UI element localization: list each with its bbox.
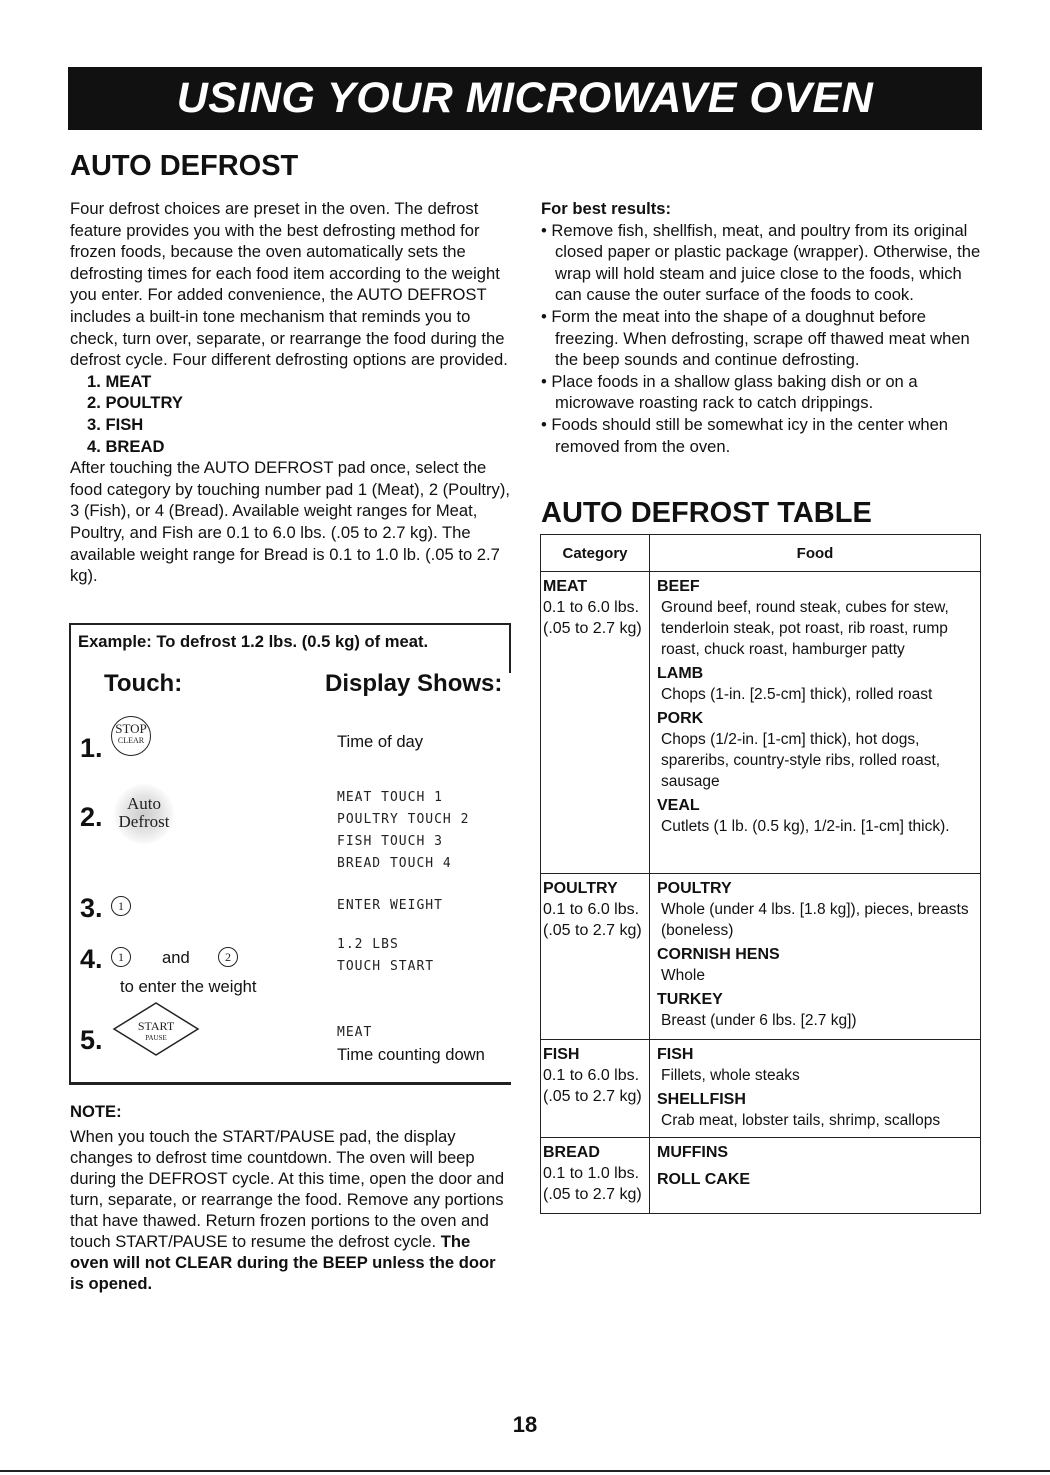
- auto-defrost-table: [540, 534, 981, 1214]
- food-type: FISH: [657, 1046, 694, 1063]
- note-heading: NOTE:: [70, 1102, 122, 1121]
- weight-range: 0.1 to 6.0 lbs.: [543, 901, 640, 918]
- touch-header: Touch:: [104, 670, 183, 697]
- step-number: 5.: [80, 1025, 103, 1055]
- food-type: PORK: [657, 710, 704, 727]
- food-type: VEAL: [657, 797, 700, 814]
- category-cell: [541, 572, 650, 874]
- food-cell: [650, 1040, 981, 1138]
- lcd-display: [337, 934, 434, 978]
- food-desc: Ground beef, round steak, cubes for stew, tenderloin steak, pot roast, rib roast, rump roast, chuck roast, hamburger patty: [661, 599, 949, 658]
- display-time-of-day: Time of day: [337, 732, 424, 751]
- weight-range-kg: (.05 to 2.7 kg): [543, 1088, 642, 1105]
- table-row: [541, 572, 981, 874]
- clear-label: CLEAR: [117, 736, 145, 745]
- note-body: When you touch the START/PAUSE pad, the display changes to defrost time countdown. The oven will beep during the DEFROST cycle. At this time, open the door and turn, separate, or rearrange the food. Remove any portions that have thawed. Return frozen portions to the oven and touch START/PAUSE to resume the defrost cycle.: [70, 1127, 505, 1251]
- step-number: 3.: [80, 893, 103, 923]
- category-cell: [541, 1040, 650, 1138]
- example-box-top: [69, 623, 511, 625]
- category-name: FISH: [543, 1046, 580, 1063]
- category-name: MEAT: [543, 578, 588, 595]
- after-paragraph: After touching the AUTO DEFROST pad once, select the food category by touching number pad 1 (Meat), 2 (Poultry), 3 (Fish), or 4 (Bread). Available weight ranges for Meat, Poultry, and Fish are 0.1 to 6.0 lbs. (.05 to 2.7 kg). The available weight range for Bread is 0.1 to 1.0 lb. (.05 to 2.7 kg).: [70, 458, 510, 586]
- food-type: CORNISH HENS: [657, 946, 780, 963]
- table-row: [541, 1040, 981, 1138]
- food-desc: Fillets, whole steaks: [661, 1067, 800, 1084]
- note-bold: The oven will not CLEAR during the BEEP unless the door is opened.: [70, 1232, 496, 1293]
- number-1-button: 1: [111, 896, 131, 916]
- food-cell: [650, 874, 981, 1040]
- weight-range: 0.1 to 6.0 lbs.: [543, 599, 640, 616]
- lcd-display: [337, 1022, 372, 1044]
- note-text: [70, 1126, 510, 1294]
- and-text: and: [162, 948, 190, 967]
- bullet-item: • Form the meat into the shape of a doughnut before freezing. When defrosting, scrape off thawed meat when the beep sounds and continue defrosting.: [541, 306, 970, 370]
- step-number: 4.: [80, 944, 103, 974]
- option-item: 4. BREAD: [87, 436, 165, 456]
- header-food: Food: [650, 535, 981, 572]
- auto-defrost-button: [114, 784, 174, 844]
- category-name: POULTRY: [543, 880, 618, 897]
- food-type: SHELLFISH: [657, 1091, 746, 1108]
- category-name: BREAD: [543, 1144, 600, 1161]
- page-banner: USING YOUR MICROWAVE OVEN: [68, 67, 982, 130]
- food-cell: [650, 572, 981, 874]
- defrost-label: Defrost: [118, 812, 170, 831]
- option-item: 3. FISH: [87, 414, 144, 434]
- lcd-display: [337, 895, 443, 917]
- step-number: 2.: [80, 802, 103, 832]
- weight-range: 0.1 to 1.0 lbs.: [543, 1165, 640, 1182]
- food-type: MUFFINS: [657, 1144, 729, 1161]
- intro-section: [70, 198, 520, 587]
- food-desc: Chops (1-in. [2.5-cm] thick), rolled roast: [661, 686, 933, 703]
- lcd-line: MEAT: [337, 1025, 373, 1040]
- enter-weight-caption: to enter the weight: [120, 977, 257, 996]
- lcd-line: POULTRY TOUCH 2: [337, 812, 470, 827]
- auto-label: Auto: [127, 794, 161, 813]
- lcd-display: [337, 787, 469, 875]
- food-desc: Chops (1/2-in. [1-cm] thick), hot dogs, spareribs, country-style ribs, rolled roast, sausage: [661, 731, 941, 790]
- start-label: START: [137, 1019, 175, 1033]
- table-row: [541, 874, 981, 1040]
- auto-defrost-heading: AUTO DEFROST: [70, 150, 299, 182]
- lcd-line: 1.2 LBS: [337, 937, 399, 952]
- stop-label: STOP: [115, 721, 147, 736]
- lcd-line: MEAT TOUCH 1: [337, 790, 443, 805]
- bullet-item: • Foods should still be somewhat icy in the center when removed from the oven.: [541, 414, 949, 456]
- food-type: LAMB: [657, 665, 704, 682]
- category-cell: [541, 874, 650, 1040]
- step-number: 1.: [80, 733, 103, 763]
- best-results-section: [541, 198, 981, 457]
- weight-range-kg: (.05 to 2.7 kg): [543, 620, 642, 637]
- weight-range-kg: (.05 to 2.7 kg): [543, 922, 642, 939]
- example-box-bottom: [69, 1083, 511, 1085]
- option-item: 1. MEAT: [87, 371, 152, 391]
- food-desc: Whole (under 4 lbs. [1.8 kg]), pieces, breasts (boneless): [661, 901, 969, 939]
- weight-range-kg: (.05 to 2.7 kg): [543, 1186, 642, 1203]
- option-item: 2. POULTRY: [87, 393, 183, 413]
- display-header: Display Shows:: [325, 670, 503, 697]
- table-header-row: [541, 535, 981, 572]
- lcd-line: ENTER WEIGHT: [337, 898, 443, 913]
- example-title: Example: To defrost 1.2 lbs. (0.5 kg) of meat.: [78, 632, 429, 651]
- food-desc: Breast (under 6 lbs. [2.7 kg]): [661, 1012, 857, 1029]
- number-1-button: 1: [111, 947, 131, 967]
- intro-paragraph: Four defrost choices are preset in the oven. The defrost feature provides you with the best defrosting method for frozen foods, because the oven automatically sets the defrosting times for each food item according to the weight you enter. For added convenience, the AUTO DEFROST includes a built-in tone mechanism that reminds you to check, turn over, separate, or rearrange the food during the defrost cycle. Four different defrosting options are provided.: [70, 199, 508, 370]
- food-desc: Whole: [661, 967, 705, 984]
- food-type: BEEF: [657, 578, 700, 595]
- best-results-heading: For best results:: [541, 199, 672, 218]
- food-desc: Crab meat, lobster tails, shrimp, scallops: [661, 1112, 941, 1129]
- food-type: POULTRY: [657, 880, 732, 897]
- stop-clear-button: [111, 716, 151, 756]
- display-time-counting: Time counting down: [337, 1045, 485, 1064]
- food-desc: Cutlets (1 lb. (0.5 kg), 1/2-in. [1-cm] thick).: [661, 818, 950, 835]
- header-category: Category: [541, 535, 650, 572]
- lcd-line: FISH TOUCH 3: [337, 834, 443, 849]
- example-box-right: [509, 623, 511, 673]
- lcd-line: BREAD TOUCH 4: [337, 856, 452, 871]
- table-row: [541, 1138, 981, 1214]
- number-2-button: 2: [218, 947, 238, 967]
- pause-label: PAUSE: [145, 1034, 167, 1042]
- weight-range: 0.1 to 6.0 lbs.: [543, 1067, 640, 1084]
- bullet-item: • Remove fish, shellfish, meat, and poultry from its original closed paper or plastic package (wrapper). Otherwise, the wrap will hold steam and juice close to the foods, which can cause the outer surface of the foods to cook.: [541, 220, 981, 305]
- page-number: 18: [512, 1412, 538, 1437]
- footer-rule: [0, 1470, 1050, 1472]
- food-type: TURKEY: [657, 991, 723, 1008]
- category-cell: [541, 1138, 650, 1214]
- defrost-options-list: [70, 371, 520, 457]
- bullet-item: • Place foods in a shallow glass baking dish or on a microwave roasting rack to catch drippings.: [541, 371, 918, 413]
- defrost-table-heading: AUTO DEFROST TABLE: [541, 497, 872, 529]
- food-type: ROLL CAKE: [657, 1171, 751, 1188]
- lcd-line: TOUCH START: [337, 959, 435, 974]
- food-cell: [650, 1138, 981, 1214]
